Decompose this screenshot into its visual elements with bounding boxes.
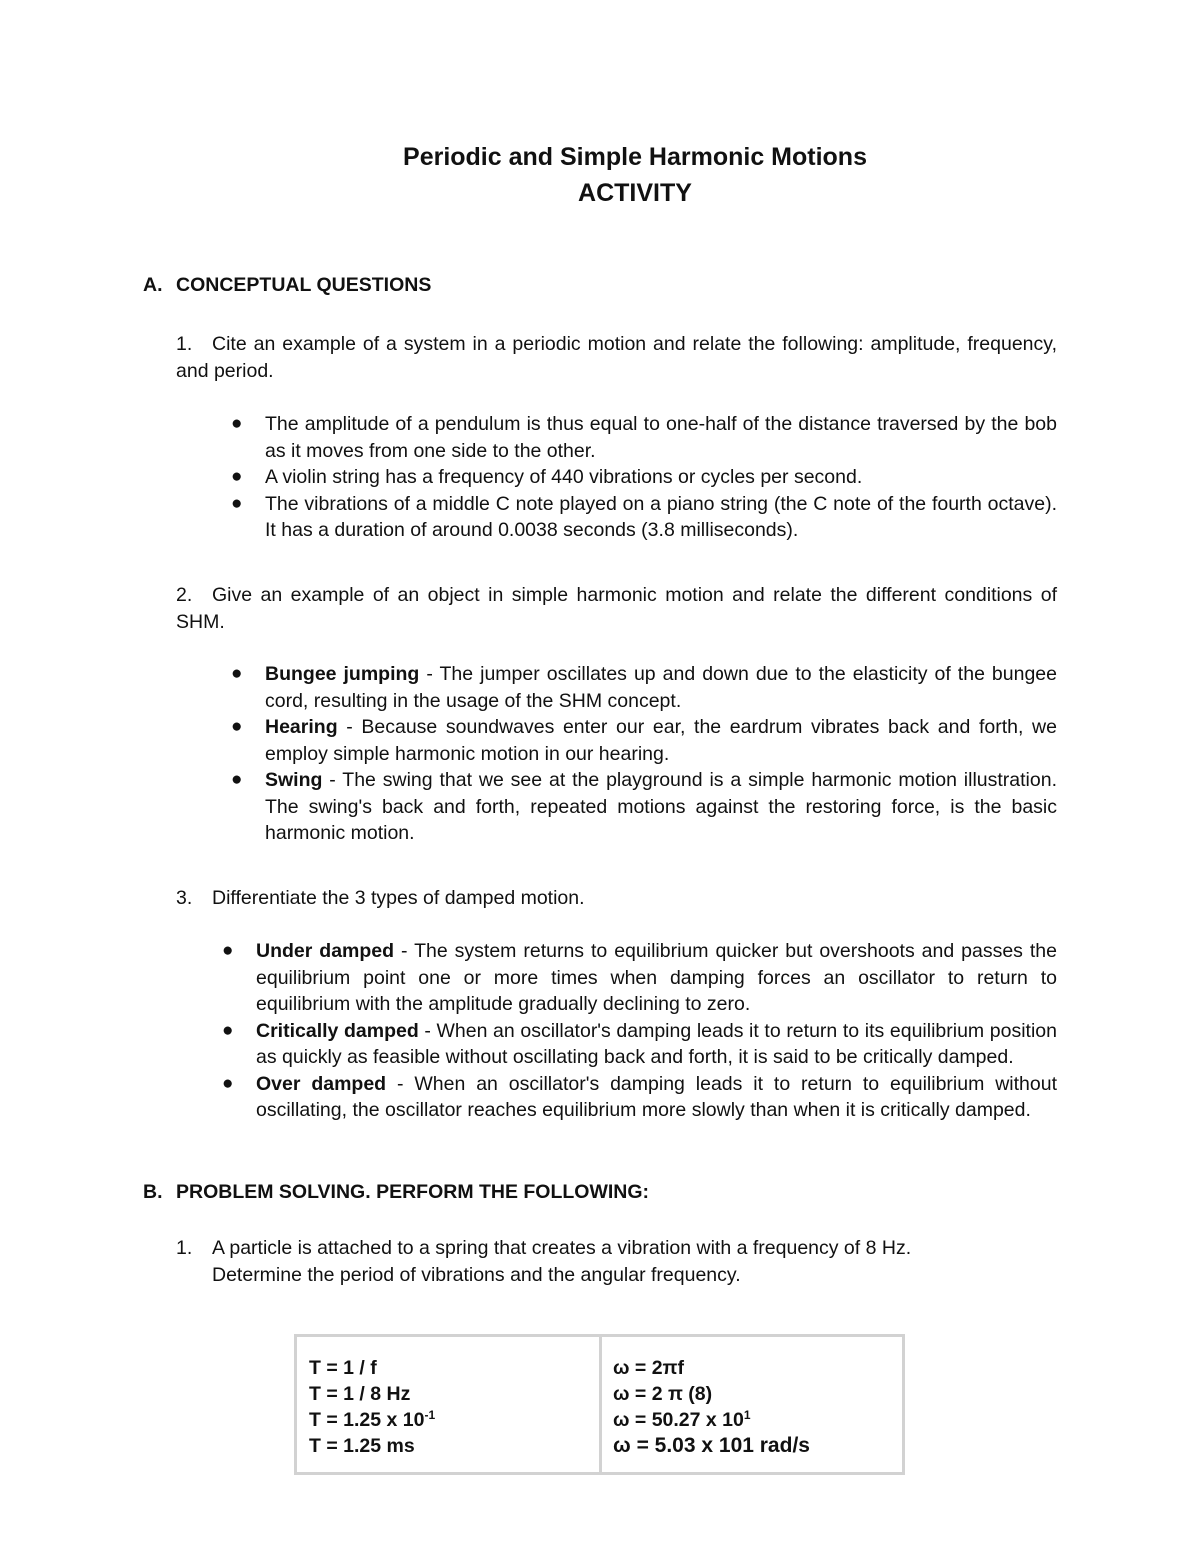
- question-3-answer-list: [222, 938, 1057, 1124]
- list-item-term: Bungee jumping: [265, 663, 420, 685]
- list-item: [222, 938, 1057, 1018]
- period-result-line: [309, 1407, 599, 1433]
- section-b-letter: B.: [143, 1181, 163, 1203]
- list-item: [231, 411, 1057, 464]
- bullet-icon: ●: [231, 492, 243, 514]
- section-a-title: CONCEPTUAL QUESTIONS: [176, 274, 432, 296]
- list-item-text: - The system returns to equilibrium quicker but overshoots and passes the equilibrium point one or more times when damping forces an oscillator to return to equilibrium with the amplitude gradually declining to zero.: [256, 940, 1057, 1015]
- bullet-icon: ●: [222, 1072, 234, 1094]
- bullet-icon: ●: [222, 1019, 234, 1041]
- question-3-text: Differentiate the 3 types of damped motion.: [212, 887, 585, 909]
- bullet-icon: ●: [231, 716, 243, 737]
- angular-frequency-solution-cell: [602, 1337, 902, 1472]
- section-a-letter: A.: [143, 274, 163, 296]
- list-item: [231, 661, 1057, 714]
- list-item: [231, 714, 1057, 767]
- list-item-text: A violin string has a frequency of 440 vibrations or cycles per second.: [265, 466, 863, 488]
- bullet-icon: ●: [231, 466, 243, 487]
- question-3: [176, 885, 1057, 912]
- list-item-text: - Because soundwaves enter our ear, the eardrum vibrates back and forth, we employ simple harmonic motion in our hearing.: [265, 716, 1057, 765]
- question-1-text: Cite an example of a system in a periodic motion and relate the following: amplitude, frequency, and period.: [176, 333, 1057, 382]
- bullet-icon: ●: [231, 769, 243, 790]
- question-1-answer-list: [231, 411, 1057, 544]
- omega-final: ω = 5.03 x 101 rad/s: [613, 1434, 810, 1457]
- question-1-number: 1.: [176, 333, 193, 355]
- problem-1-number: 1.: [176, 1237, 193, 1259]
- bullet-icon: ●: [231, 663, 243, 684]
- list-item: [222, 1071, 1057, 1124]
- period-exponent: -1: [424, 1408, 436, 1422]
- problem-1: [176, 1235, 1057, 1288]
- problem-1-line-1: A particle is attached to a spring that creates a vibration with a frequency of 8 Hz.: [212, 1237, 912, 1259]
- omega-formula: ω = 2πf: [613, 1357, 684, 1379]
- period-solution-cell: [297, 1337, 602, 1472]
- omega-substitution: ω = 2 π (8): [613, 1383, 713, 1405]
- question-2: [176, 582, 1057, 635]
- list-item-text: - When an oscillator's damping leads it to return to its equilibrium position as quickly as feasible without oscillating back and forth, it is said to be critically damped.: [256, 1019, 1057, 1068]
- question-1: [176, 331, 1057, 384]
- section-a-heading: [143, 272, 1058, 298]
- list-item: [231, 767, 1057, 847]
- solution-table: [294, 1334, 905, 1475]
- list-item-text: The vibrations of a middle C note played on a piano string (the C note of the fourth octave). It has a duration of around 0.0038 seconds (3.8 milliseconds).: [265, 492, 1057, 541]
- list-item: [222, 1018, 1057, 1071]
- section-b-title: PROBLEM SOLVING. PERFORM THE FOLLOWING:: [176, 1181, 650, 1203]
- document-title: Periodic and Simple Harmonic Motions: [403, 143, 867, 171]
- bullet-icon: ●: [222, 940, 234, 961]
- list-item-text: - When an oscillator's damping leads it to return to equilibrium without oscillating, the oscillator reaches equilibrium more slowly than when it is critically damped.: [256, 1072, 1057, 1121]
- problem-1-line-2: Determine the period of vibrations and the angular frequency.: [212, 1263, 741, 1286]
- list-item-term: Critically damped: [256, 1019, 419, 1042]
- period-formula: T = 1 / f: [309, 1357, 377, 1379]
- list-item-term: Under damped: [256, 940, 395, 962]
- omega-exponent: 1: [743, 1408, 751, 1422]
- list-item-term: Over damped: [256, 1072, 387, 1095]
- bullet-icon: ●: [231, 413, 243, 434]
- list-item-text: - The swing that we see at the playground is a simple harmonic motion illustration. The swing's back and forth, repeated motions against the restoring force, is the basic harmonic motion.: [265, 769, 1057, 844]
- question-2-answer-list: [231, 661, 1057, 847]
- question-3-number: 3.: [176, 887, 193, 909]
- period-final: T = 1.25 ms: [309, 1435, 415, 1457]
- omega-result: ω = 50.27 x 10: [613, 1409, 744, 1431]
- section-b-heading: [143, 1179, 1058, 1205]
- question-2-number: 2.: [176, 584, 193, 606]
- omega-result-line: [613, 1407, 902, 1433]
- list-item: [231, 491, 1057, 544]
- list-item-term: Swing: [265, 769, 323, 791]
- list-item-text: The amplitude of a pendulum is thus equal to one-half of the distance traversed by the bob as it moves from one side to the other.: [265, 413, 1057, 462]
- period-result: T = 1.25 x 10: [309, 1409, 425, 1431]
- list-item-term: Hearing: [265, 716, 338, 738]
- question-2-text: Give an example of an object in simple harmonic motion and relate the different conditions of SHM.: [176, 584, 1057, 633]
- list-item-text: - The jumper oscillates up and down due to the elasticity of the bungee cord, resulting in the usage of the SHM concept.: [265, 663, 1057, 712]
- document-subtitle: ACTIVITY: [578, 179, 692, 207]
- list-item: [231, 464, 1057, 491]
- period-substitution: T = 1 / 8 Hz: [309, 1383, 411, 1405]
